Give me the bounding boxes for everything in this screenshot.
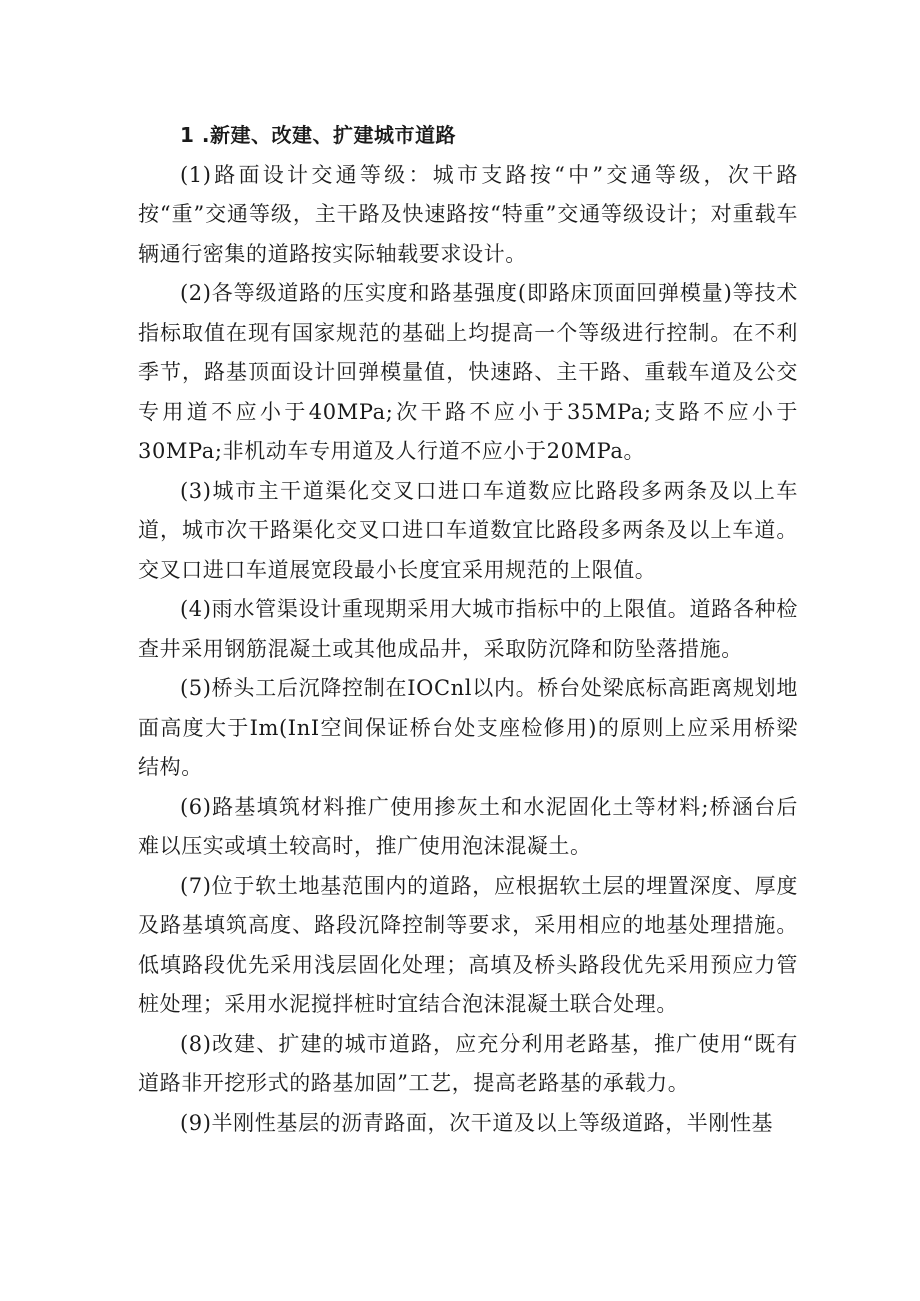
- paragraph-1: (1)路面设计交通等级：城市支路按“中”交通等级，次干路按“重”交通等级，主干路及快速路按“特重”交通等级设计；对重载车辆通行密集的道路按实际轴载要求设计。: [138, 162, 798, 266]
- paragraph-8: (8)改建、扩建的城市道路，应充分利用老路基，推广使用“既有道路非开挖形式的路基加固”工艺，提高老路基的承载力。: [138, 1031, 798, 1095]
- section-heading: 1 .新建、改建、扩建城市道路: [180, 123, 456, 147]
- paragraph-5: (5)桥头工后沉降控制在IOCnl以内。桥台处梁底标高距离规划地面高度大于Im(InI空间保证桥台处支座检修用)的原则上应采用桥梁结构。: [138, 676, 798, 779]
- paragraph-6: (6)路基填筑材料推广使用掺灰土和水泥固化土等材料;桥涵台后难以压实或填土较高时，推广使用泡沫混凝土。: [138, 794, 798, 858]
- paragraph-2: (2)各等级道路的压实度和路基强度(即路床顶面回弹模量)等技术指标取值在现有国家规范的基础上均提高一个等级进行控制。在不利季节，路基顶面设计回弹模量值，快速路、主干路、重载车道及公交专用道不应小于40MPa;次干路不应小于35MPa;支路不应小于30MPa;非机动车专用道及人行道不应小于20MPa。: [138, 281, 798, 463]
- paragraph-7: (7)位于软土地基范围内的道路，应根据软土层的埋置深度、厚度及路基填筑高度、路段沉降控制等要求，采用相应的地基处理措施。低填路段优先采用浅层固化处理；高填及桥头路段优先采用预应力管桩处理；采用水泥搅拌桩时宜结合泡沫混凝土联合处理。: [138, 873, 798, 1016]
- document-page: [138, 116, 798, 1143]
- paragraph-3: (3)城市主干道渠化交叉口进口车道数应比路段多两条及以上车道，城市次干路渠化交叉口进口车道数宜比路段多两条及以上车道。交叉口进口车道展宽段最小长度宜采用规范的上限值。: [138, 478, 798, 582]
- paragraph-9: (9)半刚性基层的沥青路面，次干道及以上等级道路，半刚性基: [180, 1110, 774, 1135]
- paragraph-4: (4)雨水管渠设计重现期采用大城市指标中的上限值。道路各种检查井采用钢筋混凝土或其他成品井，采取防沉降和防坠落措施。: [138, 597, 798, 661]
